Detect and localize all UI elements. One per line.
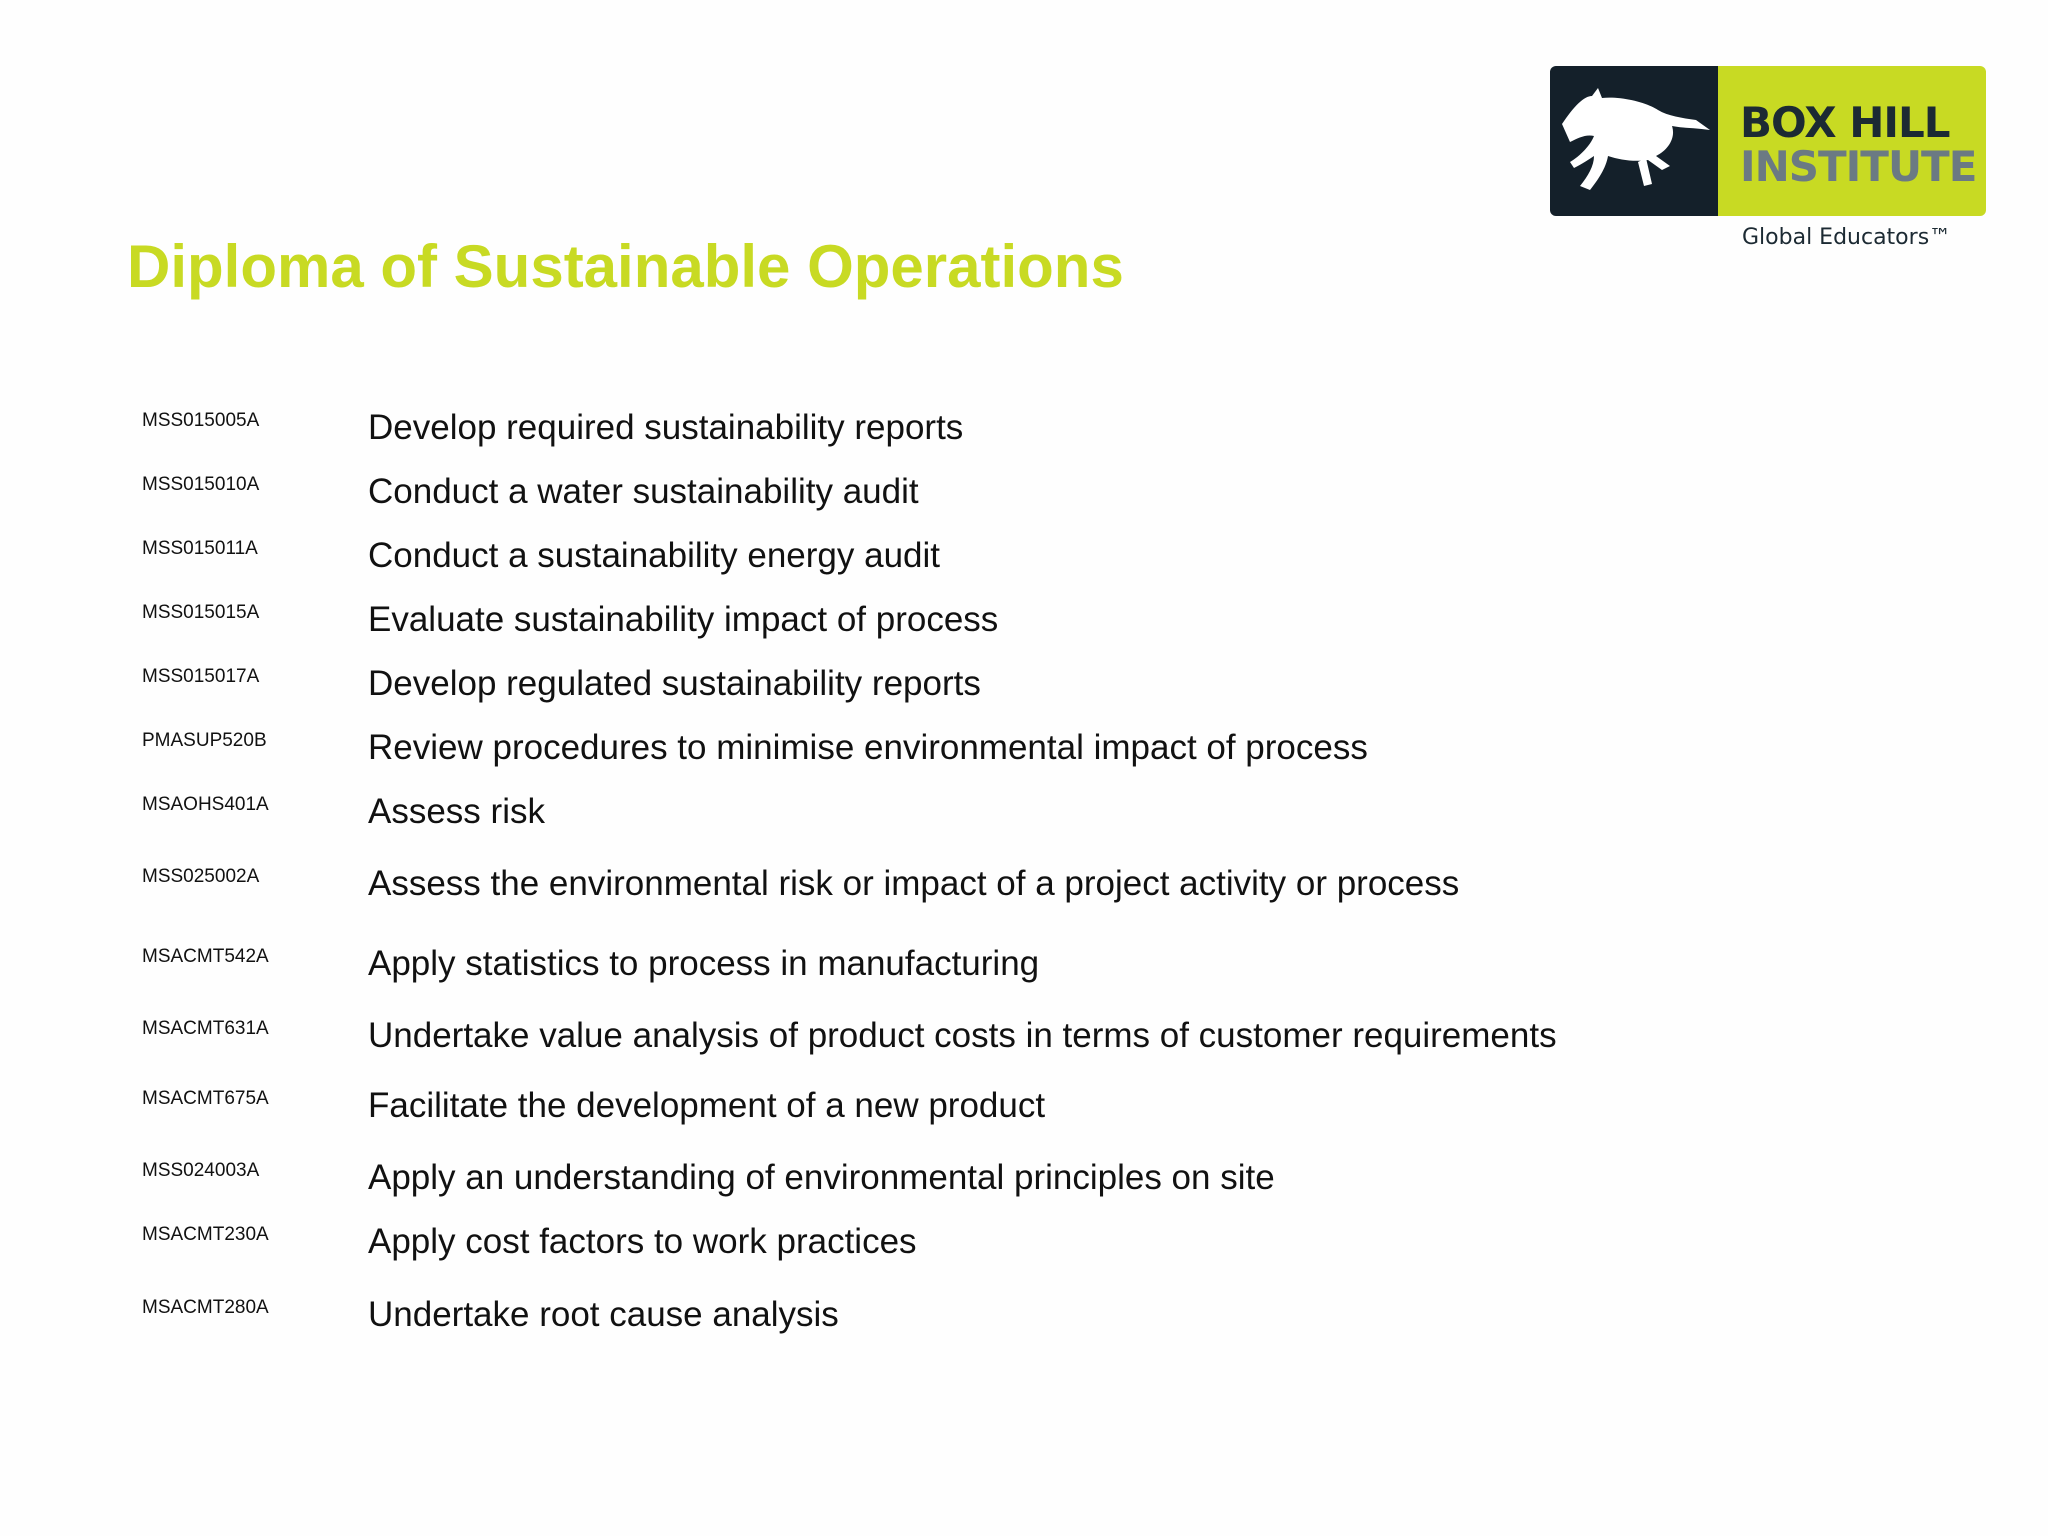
unit-row — [0, 1088, 1800, 1148]
unit-title: Assess risk — [368, 792, 545, 831]
page-title: Diploma of Sustainable Operations — [127, 233, 1124, 300]
logo-text-institute: INSTITUTE — [1740, 142, 1977, 191]
unit-row — [0, 866, 1800, 926]
unit-row — [0, 946, 1800, 1006]
unit-title: Develop required sustainability reports — [368, 408, 964, 447]
unit-code: MSACMT675A — [142, 1088, 269, 1109]
unit-code: PMASUP520B — [142, 730, 267, 751]
unit-code: MSS015010A — [142, 474, 260, 495]
unit-title: Apply cost factors to work practices — [368, 1222, 917, 1261]
unit-code: MSACMT230A — [142, 1224, 269, 1245]
unit-row — [0, 1018, 1800, 1078]
unit-code: MSS015005A — [142, 410, 260, 431]
unit-title: Apply an understanding of environmental principles on site — [368, 1158, 1275, 1197]
unit-code: MSACMT631A — [142, 1018, 269, 1039]
unit-code: MSACMT280A — [142, 1297, 269, 1318]
unit-title: Evaluate sustainability impact of process — [368, 600, 999, 639]
logo-text-boxhill: BOX HILL — [1740, 98, 1950, 147]
unit-row — [0, 730, 1800, 790]
unit-row — [0, 666, 1800, 726]
unit-title: Conduct a water sustainability audit — [368, 472, 919, 511]
unit-title: Assess the environmental risk or impact of a project activity or process — [368, 864, 1460, 903]
unit-row — [0, 1224, 1800, 1284]
unit-title: Conduct a sustainability energy audit — [368, 536, 941, 575]
unit-code: MSS015017A — [142, 666, 260, 687]
unit-row — [0, 794, 1800, 854]
unit-title: Undertake value analysis of product costs in terms of customer requirements — [368, 1016, 1557, 1055]
unit-code: MSS025002A — [142, 866, 260, 887]
unit-title: Undertake root cause analysis — [368, 1295, 839, 1334]
unit-title: Develop regulated sustainability reports — [368, 664, 981, 703]
logo-tagline: Global Educators™ — [1742, 225, 1952, 250]
unit-row — [0, 1160, 1800, 1220]
unit-code: MSAOHS401A — [142, 794, 269, 815]
unit-code: MSACMT542A — [142, 946, 269, 967]
unit-code: MSS015011A — [142, 538, 258, 559]
unit-row — [0, 602, 1800, 662]
unit-code: MSS015015A — [142, 602, 260, 623]
unit-row — [0, 538, 1800, 598]
unit-row — [0, 474, 1800, 534]
unit-title: Apply statistics to process in manufacturing — [368, 944, 1040, 983]
unit-row — [0, 410, 1800, 470]
unit-row — [0, 1297, 1800, 1357]
unit-code: MSS024003A — [142, 1160, 260, 1181]
unit-title: Review procedures to minimise environmental impact of process — [368, 728, 1368, 767]
unit-title: Facilitate the development of a new product — [368, 1086, 1046, 1125]
